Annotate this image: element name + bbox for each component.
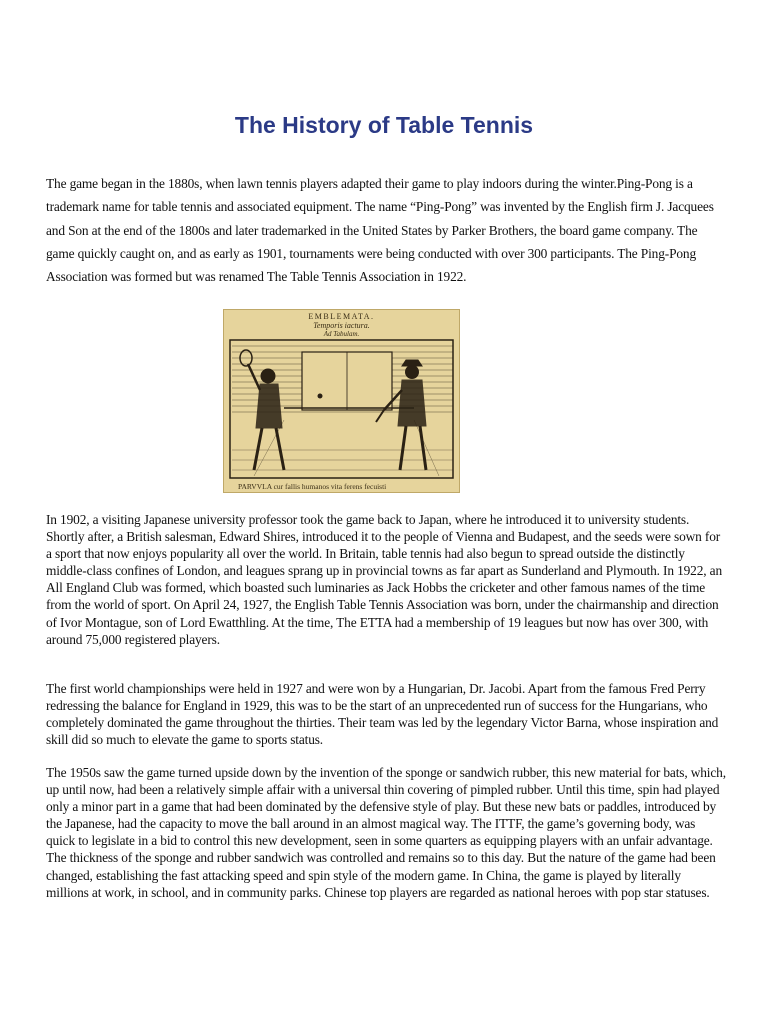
woodcut-caption-bottom: PARVVLA cur fallis humanos vita ferens fecuisti (238, 482, 387, 491)
paragraph-1950s-rubber: The 1950s saw the game turned upside down by the invention of the sponge or sandwich rubber, this new material for bats, which, up until now, had been a relatively simple affair with a universal thin covering of pimpled rubber. Until this time, spin had played only a minor part in a game that had been dominated by the defensive style of play. But these new bats or paddles, introduced by the Japanese, had the capacity to move the ball around in an almost magical way. The ITTF, the game’s governing body, was quick to legislate in a bid to control this new development, seen in some quarters as equipping players with an unfair advantage. The thickness of the sponge and rubber sandwich was controlled and remains so to this day. But the nature of the game had been changed, establishing the fast attacking speed and spin style of the modern game. In China, the game is played by literally millions at work, in school, and in community parks. Chinese top players are regarded as national heroes with pop star statuses. (46, 765, 726, 900)
page-title: The History of Table Tennis (234, 112, 534, 138)
woodcut-caption-line-1: EMBLEMATA. (308, 312, 375, 321)
woodcut-caption-top (224, 312, 459, 339)
paragraph-history-1902: In 1902, a visiting Japanese university professor took the game back to Japan, where he introduced it to university students. Shortly after, a British salesman, Edward Shires, introduced it to the people of Vienna and Budapest, and the seeds were sown for a sport that now enjoys popularity all over the world. In Britain, table tennis had also begun to spread outside the distinctly middle-class confines of London, and leagues sprang up in provincial towns as far apart as Sunderland and Plymouth. In 1922, an All England Club was formed, which boasted such luminaries as Jack Hobbs the cricketer and other famous names of the time from the world of sport. On April 24, 1927, the English Table Tennis Association was born, under the chairmanship and direction of Ivor Montague, son of Lord Ewatthling. At the time, The ETTA had a membership of 19 leagues but now has over 300, with around 75,000 registered players. (46, 512, 722, 647)
paragraph-intro: The game began in the 1880s, when lawn tennis players adapted their game to play indoors during the winter.Ping-Pong is a trademark name for table tennis and associated equipment. The name “Ping-Pong” was invented by the English firm J. Jacquees and Son at the end of the 1800s and later trademarked in the United States by Parker Brothers, the board game company. The game quickly caught on, and as early as 1901, tournaments were being conducted with over 300 participants. The Ping-Pong Association was formed but was renamed The Table Tennis Association in 1922. (46, 176, 714, 285)
paragraph-world-championships: The first world championships were held in 1927 and were won by a Hungarian, Dr. Jacobi. Apart from the famous Fred Perry redressing the balance for England in 1929, this was to be the start of an unprecedented run of success for the Hungarians, who completely dominated the game throughout the thirties. Their team was led by the legendary Victor Barna, whose inspiration and skill did so much to elevate the game to sports status. (46, 681, 719, 748)
woodcut-caption-line-2: Temporis iactura. (313, 321, 370, 330)
woodcut-illustration (223, 309, 460, 493)
woodcut-caption-line-3: Ad Tabulam. (323, 330, 360, 338)
